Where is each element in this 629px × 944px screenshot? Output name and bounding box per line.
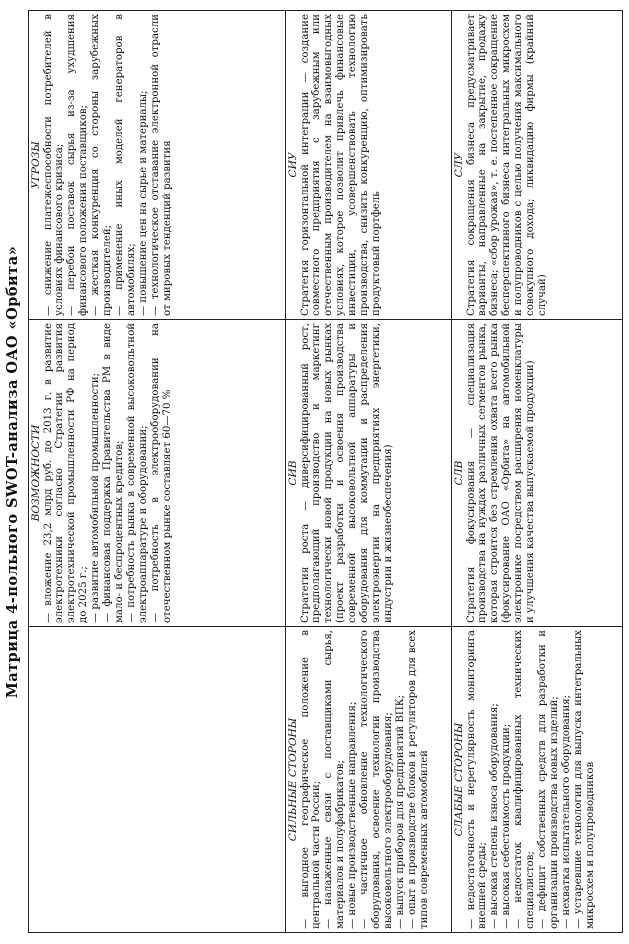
table-row xyxy=(452,11,623,933)
sio-cell xyxy=(286,320,452,627)
opportunity-item: — финансовая поддержка Правительства РМ в виде мало- и беспроцентных кредитов; xyxy=(102,323,125,623)
sit-header: СИУ xyxy=(287,152,299,178)
corner-cell xyxy=(29,627,286,933)
strengths-list xyxy=(300,630,431,929)
opportunity-item: — потребность рынка в современной высоковольтной электроаппаратуре и оборудовании; xyxy=(125,323,149,623)
weaknesses-header: СЛАБЫЕ СТОРОНЫ xyxy=(453,722,465,837)
sit-cell xyxy=(286,11,452,320)
wit-header: СЛУ xyxy=(453,152,465,178)
threat-item: — повышение цен на сырье и материалы; xyxy=(137,90,149,316)
table-row xyxy=(286,11,452,933)
sio-strategy-text: Стратегия роста — диверсифицированный рост, предполагающий производство и маркетинг технологически новой продукции на новых рынках (проект разработки и освоения производства современной высоковольтной аппаратуры и оборудования для коммутации и распределения электроэнергии на предприятиях энергетики, индустрии и жизнеобеспечения) xyxy=(299,323,394,623)
opportunities-cell xyxy=(29,320,286,627)
threat-item: — перебои поставок сырья из-за ухудшения финансового положения поставщиков; xyxy=(66,14,90,316)
wit-cell xyxy=(452,11,623,320)
weakness-item: — дефицит собственных средств для разработки и организации производства новых изделий; xyxy=(536,630,560,929)
wio-strategy-text: Стратегия фокусирования — специализация производства на нуждах различных сегментов рынка, которая строится без стремления охвата всего рынка (фокусирование ОАО «Орбита» на автомобильной электронике посредством расширения номенклатуры и улучшения качества выпускаемой продукции) xyxy=(465,323,537,623)
threat-item: — снижение платежеспособности потребителей в условиях финансового кризиса; xyxy=(42,14,66,316)
wio-cell xyxy=(452,320,623,627)
strength-item: — выпуск приборов для предприятий ВПК; xyxy=(394,694,406,929)
threats-header: УГРОЗЫ xyxy=(30,141,42,189)
opportunity-item: — потребность в электрооборудовании на отечественном рынке составляет 60—70 % xyxy=(149,323,173,623)
strength-item: — налаженные связи с поставщиками сырья, материалов и полуфабрикатов; xyxy=(323,630,347,929)
strength-item: — выгодное географическое положение в центральной части России; xyxy=(299,630,323,929)
strength-item: — новые производственные направления; xyxy=(347,701,359,929)
strengths-header: СИЛЬНЫЕ СТОРОНЫ xyxy=(287,717,299,842)
table-row xyxy=(29,11,286,933)
strengths-cell xyxy=(286,627,452,933)
threats-cell xyxy=(29,11,286,320)
strength-item: — опыт в производстве блоков и регуляторов для всех типов современных автомобилей xyxy=(406,630,430,929)
weakness-item: — высокая себестоимость продукции; xyxy=(501,723,513,929)
opportunity-item: — развитие автомобильной промышленности; xyxy=(90,372,102,623)
weaknesses-cell xyxy=(452,627,623,933)
threats-list xyxy=(43,14,174,316)
weakness-item: — высокая степень износа оборудования; xyxy=(489,703,501,929)
opportunity-item: — вложение 23,2 млрд руб. до 2013 г. в развитие электротехники согласно Стратегии развития электротехнической промышленности РФ на период до 2025 г.; xyxy=(42,323,90,623)
swot-matrix-table xyxy=(28,10,623,933)
strength-item: — частичное обновление технологического оборудования, освоение технологии производства высоковольтного электрооборудования; xyxy=(359,630,394,929)
wit-strategy-text: Стратегия сокращения бизнеса предусматривает варианты, направленные на закрытие, продажу бизнеса; «сбор урожая», т. е. постепенное сокращение бесперспективного бизнеса интегральных микросхем и полупроводников с целью получения максимального совокупного дохода; ликвидацию фирмы (крайний случай) xyxy=(465,14,548,316)
weakness-item: — недостаточность и нерегулярность мониторинга внешней среды; xyxy=(465,630,489,929)
weakness-item: — недостаток квалифицированных технических специалистов; xyxy=(513,630,537,929)
weakness-item: — устаревшие технологии для выпуска интегральных микросхем и полупроводников xyxy=(572,630,596,929)
sit-strategy-text: Стратегия горизонтальной интеграции — создание совместного предприятия с зарубежным или отечественным производителем на взаимовыгодных условиях, которое позволит привлечь финансовые инвестиции, усовершенствовать технологию производства, снизить конкуренцию, оптимизировать продуктовый портфель xyxy=(299,14,382,316)
threat-item: — жесткая конкуренция со стороны зарубежных производителей; xyxy=(90,14,114,316)
threat-item: — технологическое отставание электронной отрасли от мировых тенденций развития xyxy=(149,14,173,316)
wio-header: СЛВ xyxy=(453,460,465,486)
weaknesses-list xyxy=(466,630,597,929)
page-title: Матрица 4-польного SWOT-анализа ОАО «Орбита» xyxy=(4,245,21,699)
weakness-item: — нехватка испытательного оборудования; xyxy=(560,694,572,929)
threat-item: — применение иных моделей генераторов в автомобилях; xyxy=(113,14,137,316)
sio-header: СИВ xyxy=(287,460,299,486)
opportunities-header: ВОЗМОЖНОСТИ xyxy=(30,424,42,522)
opportunities-list xyxy=(43,323,174,623)
